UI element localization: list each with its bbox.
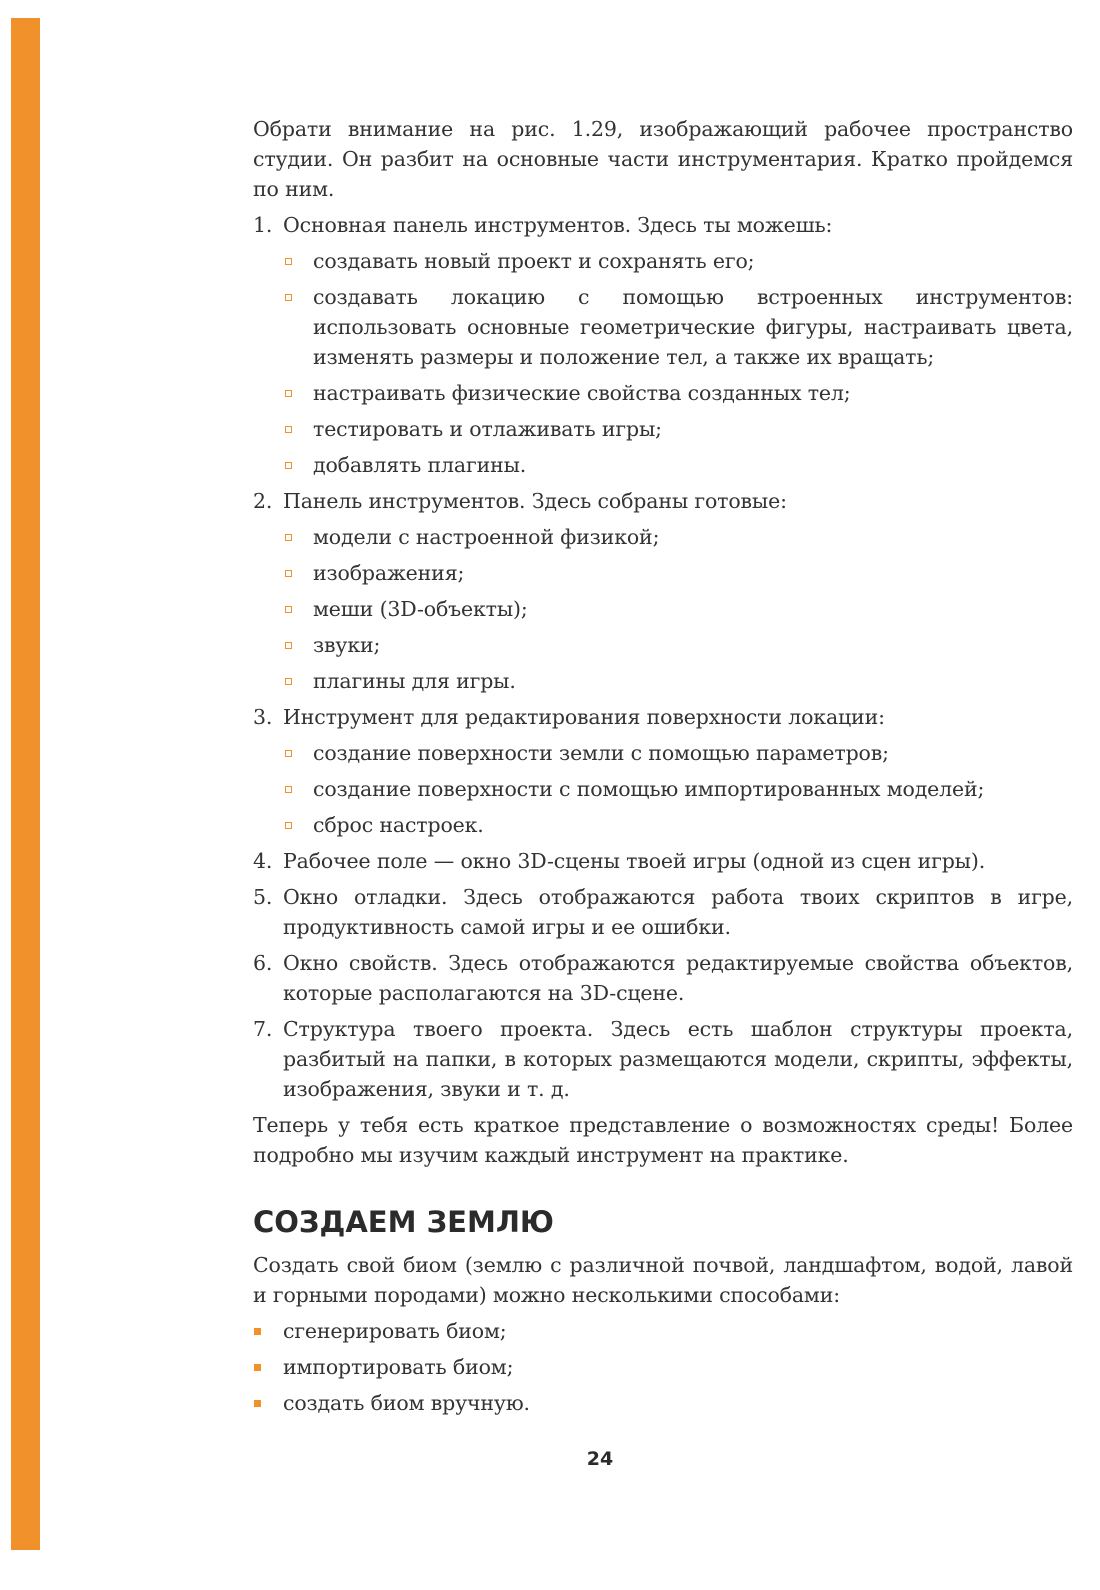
- solid-square-bullet-icon: [254, 1328, 261, 1335]
- sub-item-text: модели с настроенной физикой;: [313, 525, 660, 549]
- numbered-list: [253, 210, 1073, 1104]
- sub-item-text: настраивать физические свойства созданных тел;: [313, 381, 851, 405]
- sub-list-item: [283, 630, 1073, 660]
- hollow-square-bullet-icon: [285, 678, 292, 685]
- item-text: Основная панель инструментов. Здесь ты можешь:: [283, 213, 833, 237]
- sub-list-item: [283, 558, 1073, 588]
- bullet-list-item: [253, 1316, 1073, 1346]
- solid-square-bullet-icon: [254, 1364, 261, 1371]
- section-heading: СОЗДАЕМ ЗЕМЛЮ: [253, 1205, 554, 1239]
- hollow-square-bullet-icon: [285, 570, 292, 577]
- sub-list-item: [283, 810, 1073, 840]
- item-number: 3.: [253, 705, 273, 729]
- sub-item-text: звуки;: [313, 633, 381, 657]
- numbered-item: [253, 846, 1073, 876]
- hollow-square-bullet-icon: [285, 258, 292, 265]
- intro-paragraph: Обрати внимание на рис. 1.29, изображающий рабочее пространство студии. Он разбит на основные части инструментария. Кратко пройдемся по ним.: [253, 117, 1073, 201]
- hollow-square-bullet-icon: [285, 534, 292, 541]
- numbered-item: [253, 948, 1073, 1008]
- item-text: Панель инструментов. Здесь собраны готовые:: [283, 489, 787, 513]
- orange-margin-bar: [11, 18, 40, 1550]
- sub-item-text: добавлять плагины.: [313, 453, 527, 477]
- bullet-text: сгенерировать биом;: [283, 1319, 507, 1343]
- sub-list-item: [283, 738, 1073, 768]
- bullet-list-item: [253, 1352, 1073, 1382]
- sub-list-item: [283, 522, 1073, 552]
- sub-list-item: [283, 414, 1073, 444]
- sub-list-item: [283, 246, 1073, 276]
- item-number: 6.: [253, 951, 273, 975]
- page-content: [253, 114, 1073, 1424]
- item-text: Рабочее поле — окно 3D-сцены твоей игры (одной из сцен игры).: [283, 849, 986, 873]
- sub-item-text: создавать локацию с помощью встроенных инструментов: использовать основные геометрические фигуры, настраивать цвета, изменять размеры и положение тел, а также их вращать;: [313, 285, 1073, 369]
- sub-item-text: изображения;: [313, 561, 465, 585]
- hollow-square-bullet-icon: [285, 750, 292, 757]
- bullet-list-item: [253, 1388, 1073, 1418]
- hollow-square-bullet-icon: [285, 642, 292, 649]
- conclusion-paragraph: Теперь у тебя есть краткое представление о возможностях среды! Более подробно мы изучим каждый инструмент на практике.: [253, 1113, 1073, 1167]
- sub-list-item: [283, 594, 1073, 624]
- numbered-item: [253, 486, 1073, 696]
- bullet-list: [253, 1316, 1073, 1418]
- hollow-square-bullet-icon: [285, 786, 292, 793]
- bullet-text: создать биом вручную.: [283, 1391, 530, 1415]
- item-text: Инструмент для редактирования поверхности локации:: [283, 705, 885, 729]
- hollow-square-bullet-icon: [285, 426, 292, 433]
- sub-item-text: плагины для игры.: [313, 669, 516, 693]
- item-text: Структура твоего проекта. Здесь есть шаблон структуры проекта, разбитый на папки, в которых размещаются модели, скрипты, эффекты, изображения, звуки и т. д.: [283, 1017, 1073, 1101]
- sub-list-item: [283, 450, 1073, 480]
- numbered-item: [253, 882, 1073, 942]
- hollow-square-bullet-icon: [285, 462, 292, 469]
- sub-list: [283, 246, 1073, 480]
- sub-list-item: [283, 378, 1073, 408]
- sub-list-item: [283, 666, 1073, 696]
- sub-list-item: [283, 282, 1073, 372]
- sub-item-text: создание поверхности с помощью импортированных моделей;: [313, 777, 985, 801]
- hollow-square-bullet-icon: [285, 294, 292, 301]
- hollow-square-bullet-icon: [285, 390, 292, 397]
- item-text: Окно свойств. Здесь отображаются редактируемые свойства объектов, которые располагаются на 3D-сцене.: [283, 951, 1073, 1005]
- hollow-square-bullet-icon: [285, 606, 292, 613]
- solid-square-bullet-icon: [254, 1400, 261, 1407]
- page-number: 24: [586, 1448, 614, 1470]
- sub-item-text: создавать новый проект и сохранять его;: [313, 249, 755, 273]
- sub-item-text: тестировать и отлаживать игры;: [313, 417, 662, 441]
- hollow-square-bullet-icon: [285, 822, 292, 829]
- sub-item-text: сброс настроек.: [313, 813, 484, 837]
- sub-list: [283, 738, 1073, 840]
- numbered-item: [253, 702, 1073, 840]
- item-text: Окно отладки. Здесь отображаются работа твоих скриптов в игре, продуктивность самой игры и ее ошибки.: [283, 885, 1073, 939]
- numbered-item: [253, 1014, 1073, 1104]
- sub-list-item: [283, 774, 1073, 804]
- item-number: 1.: [253, 213, 273, 237]
- item-number: 2.: [253, 489, 273, 513]
- item-number: 5.: [253, 885, 273, 909]
- sub-list: [283, 522, 1073, 696]
- sub-item-text: меши (3D-объекты);: [313, 597, 528, 621]
- section-intro-paragraph: Создать свой биом (землю с различной почвой, ландшафтом, водой, лавой и горными породами) можно несколькими способами:: [253, 1253, 1073, 1307]
- numbered-item: [253, 210, 1073, 480]
- bullet-text: импортировать биом;: [283, 1355, 514, 1379]
- sub-item-text: создание поверхности земли с помощью параметров;: [313, 741, 889, 765]
- item-number: 4.: [253, 849, 273, 873]
- item-number: 7.: [253, 1017, 273, 1041]
